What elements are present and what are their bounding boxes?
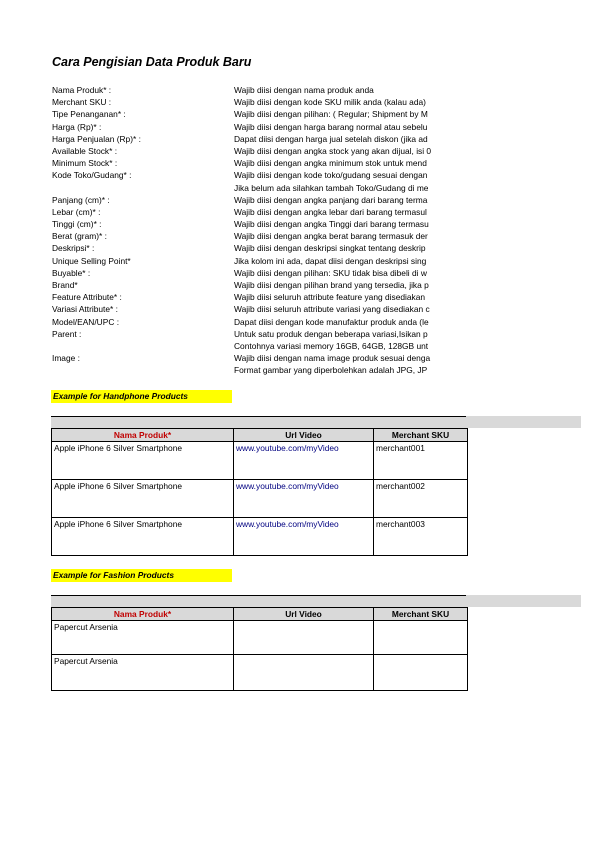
example-handphone-heading: Example for Handphone Products [51, 390, 232, 403]
table-row [52, 621, 468, 655]
table-header-row [52, 429, 468, 442]
table-row [52, 655, 468, 691]
cell-url-video: www.youtube.com/myVideo [234, 442, 374, 480]
field-description [234, 169, 467, 193]
field-label: Panjang (cm)* : [52, 194, 110, 205]
example-fashion-heading: Example for Fashion Products [51, 569, 232, 582]
field-label: Variasi Attribute* : [52, 304, 118, 315]
field-label: Unique Selling Point* [52, 255, 131, 266]
field-row [52, 230, 467, 242]
field-description-line: Wajib diisi dengan kode toko/gudang sesuai dengan [234, 170, 428, 181]
field-row [52, 352, 467, 376]
field-label: Available Stock* : [52, 145, 118, 156]
field-description-line: Wajib diisi seluruh attribute feature yang disediakan [234, 292, 426, 303]
field-label: Merchant SKU : [52, 97, 112, 108]
table-header-row [52, 608, 468, 621]
field-label: Nama Produk* : [52, 85, 112, 95]
field-description [234, 96, 467, 108]
field-description-line: Wajib diisi dengan pilihan brand yang tersedia, jika p [234, 280, 429, 291]
table-top-border [51, 595, 466, 596]
cell-nama-produk: Apple iPhone 6 Silver Smartphone [52, 442, 234, 480]
cell-merchant-sku: merchant003 [374, 518, 468, 556]
field-description [234, 84, 467, 96]
field-row [52, 316, 467, 328]
field-label: Lebar (cm)* : [52, 206, 101, 217]
field-label: Image : [52, 353, 80, 364]
example-fashion-table [51, 607, 468, 691]
cell-nama-produk: Papercut Arsenia [52, 621, 234, 655]
field-description-line: Wajib diisi dengan pilihan: ( Regular; Shipment by M [234, 109, 428, 120]
field-row [52, 133, 467, 145]
field-description [234, 194, 467, 206]
field-row [52, 206, 467, 218]
field-description-line: Wajib diisi dengan pilihan: SKU tidak bisa dibeli di w [234, 267, 427, 278]
column-header-merchant-sku: Merchant SKU [374, 608, 468, 621]
field-row [52, 169, 467, 193]
field-label: Deskripsi* : [52, 243, 95, 254]
field-description-line: Wajib diisi dengan angka stock yang akan dijual, isi 0 [234, 145, 432, 156]
field-row [52, 303, 467, 315]
field-label: Tipe Penanganan* : [52, 109, 126, 120]
field-label: Harga (Rp)* : [52, 121, 102, 132]
field-description [234, 108, 467, 120]
field-row [52, 279, 467, 291]
page-title: Cara Pengisian Data Produk Baru [52, 55, 252, 69]
field-description [234, 303, 467, 315]
field-label: Brand* [52, 280, 78, 291]
table-row [52, 442, 468, 480]
field-description-line: Wajib diisi dengan angka minimum stok untuk mend [234, 158, 427, 169]
field-description [234, 242, 467, 254]
cell-nama-produk: Papercut Arsenia [52, 655, 234, 691]
cell-merchant-sku [374, 655, 468, 691]
field-description [234, 121, 467, 133]
example-handphone-table [51, 428, 468, 556]
field-row [52, 96, 467, 108]
cell-nama-produk: Apple iPhone 6 Silver Smartphone [52, 518, 234, 556]
header-band [51, 595, 581, 607]
field-description-line: Jika belum ada silahkan tambah Toko/Gudang di me [234, 182, 429, 193]
field-row [52, 84, 467, 96]
field-description-line: Wajib diisi dengan angka berat barang termasuk der [234, 231, 428, 242]
field-description-line: Wajib diisi dengan nama produk anda [234, 85, 374, 95]
field-row [52, 218, 467, 230]
field-row [52, 108, 467, 120]
cell-url-video [234, 655, 374, 691]
column-header-nama-produk: Nama Produk* [52, 429, 234, 442]
field-description [234, 255, 467, 267]
field-description [234, 230, 467, 242]
column-header-url-video: Url Video [234, 608, 374, 621]
field-label: Buyable* : [52, 267, 91, 278]
field-description [234, 291, 467, 303]
table-top-border [51, 416, 466, 417]
field-description-line: Wajib diisi dengan angka Tinggi dari barang termasu [234, 219, 429, 230]
field-label: Parent : [52, 328, 82, 339]
cell-merchant-sku [374, 621, 468, 655]
field-description [234, 328, 467, 352]
cell-url-video: www.youtube.com/myVideo [234, 480, 374, 518]
cell-url-video [234, 621, 374, 655]
field-guide-list [52, 84, 467, 377]
field-description-line: Wajib diisi dengan angka lebar dari barang termasul [234, 206, 427, 217]
field-label: Berat (gram)* : [52, 231, 107, 242]
field-description-line: Untuk satu produk dengan beberapa variasi,Isikan p [234, 328, 428, 339]
field-row [52, 157, 467, 169]
cell-merchant-sku: merchant002 [374, 480, 468, 518]
field-description-line: Wajib diisi dengan harga barang normal atau sebelu [234, 121, 428, 132]
table-row [52, 518, 468, 556]
field-description-line: Dapat diisi dengan harga jual setelah diskon (jika ad [234, 133, 428, 144]
field-description-line: Wajib diisi seluruh attribute variasi yang disediakan c [234, 304, 430, 315]
field-description [234, 279, 467, 291]
field-description-line: Dapat diisi dengan kode manufaktur produk anda (le [234, 316, 429, 327]
field-description-line: Wajib diisi dengan kode SKU milik anda (kalau ada) [234, 97, 426, 108]
cell-url-video: www.youtube.com/myVideo [234, 518, 374, 556]
field-label: Feature Attribute* : [52, 292, 122, 303]
field-description [234, 206, 467, 218]
cell-nama-produk: Apple iPhone 6 Silver Smartphone [52, 480, 234, 518]
field-description-line: Format gambar yang diperbolehkan adalah JPG, JP [234, 365, 428, 376]
field-description [234, 267, 467, 279]
field-description-line: Jika kolom ini ada, dapat diisi dengan deskripsi sing [234, 255, 427, 266]
column-header-url-video: Url Video [234, 429, 374, 442]
header-band [51, 416, 581, 428]
field-row [52, 255, 467, 267]
field-row [52, 121, 467, 133]
field-row [52, 267, 467, 279]
cell-merchant-sku: merchant001 [374, 442, 468, 480]
table-row [52, 480, 468, 518]
field-description [234, 352, 467, 376]
field-label: Kode Toko/Gudang* : [52, 170, 132, 181]
column-header-merchant-sku: Merchant SKU [374, 429, 468, 442]
field-row [52, 242, 467, 254]
field-description-line: Wajib diisi dengan angka panjang dari barang terma [234, 194, 428, 205]
field-label: Tinggi (cm)* : [52, 219, 102, 230]
field-description [234, 316, 467, 328]
field-label: Model/EAN/UPC : [52, 316, 120, 327]
field-row [52, 145, 467, 157]
field-row [52, 291, 467, 303]
field-row [52, 328, 467, 352]
field-description [234, 157, 467, 169]
field-description-line: Contohnya variasi memory 16GB, 64GB, 128GB unt [234, 340, 429, 351]
field-description-line: Wajib diisi dengan nama image produk sesuai denga [234, 353, 431, 364]
field-description [234, 218, 467, 230]
field-description [234, 145, 467, 157]
field-description [234, 133, 467, 145]
field-row [52, 194, 467, 206]
field-label: Minimum Stock* : [52, 158, 118, 169]
column-header-nama-produk: Nama Produk* [52, 608, 234, 621]
field-label: Harga Penjualan (Rp)* : [52, 133, 141, 144]
field-description-line: Wajib diisi dengan deskripsi singkat tentang deskrip [234, 243, 426, 254]
